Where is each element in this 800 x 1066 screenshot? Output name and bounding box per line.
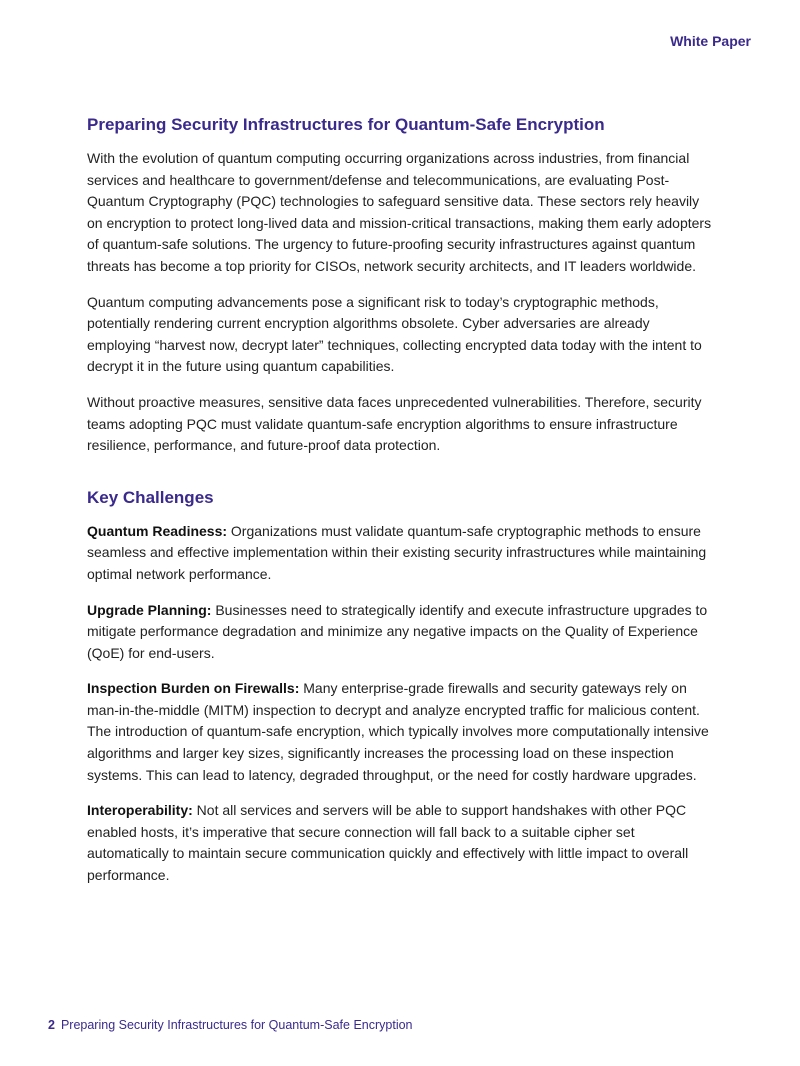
footer-title: Preparing Security Infrastructures for Quantum-Safe Encryption xyxy=(60,1018,413,1032)
document-type-label: White Paper xyxy=(670,33,751,49)
challenge-text: Businesses need to strategically identify and execute infrastructure upgrades to mitigate performance degradation and minimize any negative impacts on the Quality of Experience (QoE) for end-users. xyxy=(87,601,708,661)
challenge-label: Interoperability: xyxy=(87,802,193,819)
challenge-label: Quantum Readiness: xyxy=(87,522,228,539)
challenge-text: Not all services and servers will be able to support handshakes with other PQC enabled hosts, it’s imperative that secure connection will fall back to a suitable cipher set automatically to maintain secure communication quickly and effectively with little impact to overall performance. xyxy=(87,802,689,884)
challenge-text: Organizations must validate quantum-safe cryptographic methods to ensure seamless and effective implementation within their existing security infrastructures while maintaining optimal network performance. xyxy=(87,522,707,582)
intro-paragraph-3: Without proactive measures, sensitive data faces unprecedented vulnerabilities. Therefore, security teams adopting PQC must validate quantum-safe encryption algorithms to ensure infrastructure resilience, performance, and future-proof data protection. xyxy=(87,393,702,454)
challenge-upgrade-planning xyxy=(87,600,712,665)
challenge-inspection-burden xyxy=(87,678,712,786)
page-number: 2 xyxy=(48,1018,55,1032)
challenge-label: Inspection Burden on Firewalls: xyxy=(87,680,300,697)
challenge-interoperability xyxy=(87,800,712,886)
challenge-text: Many enterprise-grade firewalls and security gateways rely on man-in-the-middle (MITM) inspection to decrypt and analyze encrypted traffic for malicious content. The introduction of quantum-safe encryption, which typically involves more computationally intensive algorithms and larger key sizes, significantly increases the processing load on these inspection systems. This can lead to latency, degraded throughput, or the need for costly hardware upgrades. xyxy=(87,680,709,783)
challenge-label: Upgrade Planning: xyxy=(87,601,212,618)
intro-paragraph-2: Quantum computing advancements pose a significant risk to today’s cryptographic methods, potentially rendering current encryption algorithms obsolete. Cyber adversaries are already employing “harvest now, decrypt later” techniques, collecting encrypted data today with the intent to decrypt it in the future using quantum capabilities. xyxy=(87,293,702,375)
main-content xyxy=(87,112,712,901)
section-title-key-challenges: Key Challenges xyxy=(87,487,214,507)
intro-paragraph-1: With the evolution of quantum computing occurring organizations across industries, from financial services and healthcare to government/defense and telecommunications, are evaluating Post-Quantum Cryptography (PQC) technologies to safeguard sensitive data. These sectors rely heavily on encryption to protect long-lived data and mission-critical transactions, making them early adopters of quantum-safe solutions. The urgency to future-proofing security infrastructures against quantum threats has become a top priority for CISOs, network security architects, and IT leaders worldwide. xyxy=(87,150,712,274)
challenge-quantum-readiness xyxy=(87,521,712,586)
section-title-intro: Preparing Security Infrastructures for Quantum-Safe Encryption xyxy=(87,115,605,134)
page-footer xyxy=(48,1018,413,1032)
